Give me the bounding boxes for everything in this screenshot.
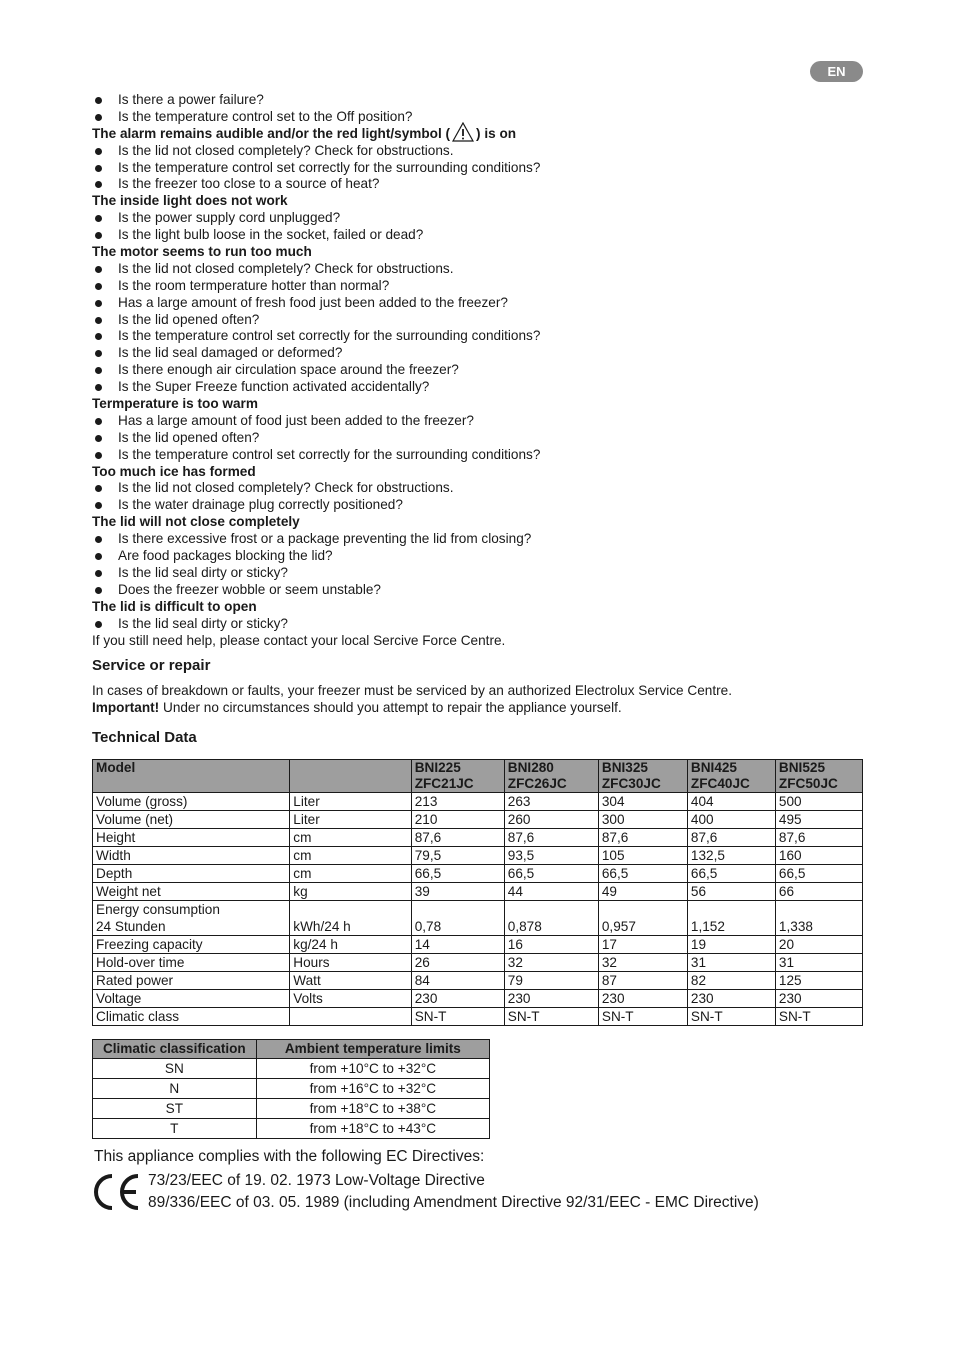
table-header-row: [93, 760, 863, 793]
list-item: Is the temperature control set correctly for the surrounding conditions?: [92, 328, 872, 345]
table-cell: 304: [598, 793, 687, 811]
table-cell: kWh/24 h: [290, 901, 411, 936]
table-cell: 16: [504, 936, 598, 954]
list-item: Has a large amount of food just been added to the freezer?: [92, 413, 872, 430]
table-cell: Volume (gross): [93, 793, 290, 811]
table-cell: 49: [598, 883, 687, 901]
table-cell: 1,338: [775, 901, 862, 936]
list-item: Is there excessive frost or a package preventing the lid from closing?: [92, 531, 872, 548]
table-row: [93, 936, 863, 954]
list-item: Does the freezer wobble or seem unstable?: [92, 582, 872, 599]
list-item: Are food packages blocking the lid?: [92, 548, 872, 565]
table-cell: SN-T: [687, 1008, 775, 1026]
table-cell: ST: [93, 1099, 257, 1119]
table-cell: 32: [504, 954, 598, 972]
list-item: Is the water drainage plug correctly positioned?: [92, 497, 872, 514]
table-cell: 84: [411, 972, 504, 990]
list-item: Is there a power failure?: [92, 92, 872, 109]
table-row: [93, 829, 863, 847]
list-item: Is the lid not closed completely? Check for obstructions.: [92, 143, 872, 160]
table-cell: 20: [775, 936, 862, 954]
table-cell: SN: [93, 1059, 257, 1079]
troubleshooting-heading: The motor seems to run too much: [92, 244, 312, 260]
column-header: Model: [93, 760, 290, 793]
list-item: Is the temperature control set correctly for the surrounding conditions?: [92, 160, 872, 177]
table-cell: 0,957: [598, 901, 687, 936]
table-cell: 66,5: [598, 865, 687, 883]
important-text: Under no circumstances should you attempt to repair the appliance yourself.: [159, 700, 622, 715]
table-cell: 79: [504, 972, 598, 990]
table-cell: 87,6: [504, 829, 598, 847]
table-cell: 79,5: [411, 847, 504, 865]
column-header: BNI525 ZFC50JC: [775, 760, 862, 793]
table-cell: 66: [775, 883, 862, 901]
important-note: [92, 699, 622, 716]
column-header: Climatic classification: [93, 1040, 257, 1059]
list-item: Is the room termperature hotter than normal?: [92, 278, 872, 295]
list-item: Is the lid not closed completely? Check for obstructions.: [92, 261, 872, 278]
table-cell: 82: [687, 972, 775, 990]
table-cell: [290, 1008, 411, 1026]
column-header: [290, 760, 411, 793]
table-cell: 66,5: [411, 865, 504, 883]
heading-text: ) is on: [476, 125, 517, 141]
list-item: Is the lid opened often?: [92, 312, 872, 329]
list-item: Is the lid opened often?: [92, 430, 872, 447]
table-row: [93, 793, 863, 811]
table-cell: Freezing capacity: [93, 936, 290, 954]
table-cell: 17: [598, 936, 687, 954]
table-cell: 230: [598, 990, 687, 1008]
table-cell: Climatic class: [93, 1008, 290, 1026]
list-item: Is the lid seal dirty or sticky?: [92, 616, 872, 633]
service-paragraph: In cases of breakdown or faults, your freezer must be serviced by an authorized Electrolux Service Centre.: [92, 683, 732, 698]
column-header: BNI225 ZFC21JC: [411, 760, 504, 793]
table-cell: cm: [290, 865, 411, 883]
table-cell: 230: [504, 990, 598, 1008]
table-cell: Liter: [290, 793, 411, 811]
table-cell: 263: [504, 793, 598, 811]
table-row: [93, 990, 863, 1008]
important-label: Important!: [92, 700, 160, 715]
list-item: Is the temperature control set correctly for the surrounding conditions?: [92, 447, 872, 464]
directive-emc: 89/336/EEC of 03. 05. 1989 (including Amendment Directive 92/31/EEC - EMC Directive): [148, 1194, 759, 1211]
list-item: Is the lid seal damaged or deformed?: [92, 345, 872, 362]
table-cell: 160: [775, 847, 862, 865]
table-row: [93, 883, 863, 901]
table-cell: 495: [775, 811, 862, 829]
table-cell: from +18°C to +43°C: [256, 1119, 489, 1139]
table-cell: 105: [598, 847, 687, 865]
table-cell: 210: [411, 811, 504, 829]
table-row: [93, 811, 863, 829]
table-cell: 230: [775, 990, 862, 1008]
table-cell: T: [93, 1119, 257, 1139]
table-cell: SN-T: [411, 1008, 504, 1026]
table-cell: 56: [687, 883, 775, 901]
table-cell: 39: [411, 883, 504, 901]
table-row: [93, 1079, 490, 1099]
table-cell: 87,6: [411, 829, 504, 847]
table-row: [93, 954, 863, 972]
directive-low-voltage: 73/23/EEC of 19. 02. 1973 Low-Voltage Directive: [148, 1172, 485, 1189]
table-cell: 26: [411, 954, 504, 972]
table-cell: N: [93, 1079, 257, 1099]
list-item: Is the lid seal dirty or sticky?: [92, 565, 872, 582]
column-header: Ambient temperature limits: [256, 1040, 489, 1059]
technical-data-table: [92, 759, 863, 1026]
table-header-row: [93, 1040, 490, 1059]
table-cell: Width: [93, 847, 290, 865]
table-cell: SN-T: [598, 1008, 687, 1026]
list-item: Is the lid not closed completely? Check for obstructions.: [92, 480, 872, 497]
table-cell: from +18°C to +38°C: [256, 1099, 489, 1119]
table-row: [93, 865, 863, 883]
list-item: Is the temperature control set to the Off position?: [92, 109, 872, 126]
language-badge: EN: [810, 61, 863, 82]
table-cell: from +16°C to +32°C: [256, 1079, 489, 1099]
table-cell: 213: [411, 793, 504, 811]
heading-text: The alarm remains audible and/or the red light/symbol (: [92, 125, 451, 141]
table-cell: 44: [504, 883, 598, 901]
list-item: Is the light bulb loose in the socket, failed or dead?: [92, 227, 872, 244]
technical-title: Technical Data: [92, 729, 197, 746]
troubleshooting-heading: [92, 126, 872, 143]
table-row: [93, 1008, 863, 1026]
table-cell: Rated power: [93, 972, 290, 990]
table-cell: Volume (net): [93, 811, 290, 829]
table-cell: 1,152: [687, 901, 775, 936]
table-cell: 66,5: [504, 865, 598, 883]
troubleshooting-heading: Termperature is too warm: [92, 396, 258, 412]
table-cell: 404: [687, 793, 775, 811]
list-item: Is the freezer too close to a source of heat?: [92, 176, 872, 193]
table-cell: cm: [290, 829, 411, 847]
table-cell: 14: [411, 936, 504, 954]
table-cell: SN-T: [775, 1008, 862, 1026]
table-cell: from +10°C to +32°C: [256, 1059, 489, 1079]
troubleshooting-heading: Too much ice has formed: [92, 463, 256, 479]
table-cell: Energy consumption 24 Stunden: [93, 901, 290, 936]
table-cell: 87,6: [687, 829, 775, 847]
table-cell: kg: [290, 883, 411, 901]
column-header: BNI280 ZFC26JC: [504, 760, 598, 793]
table-cell: 87,6: [775, 829, 862, 847]
ec-intro: This appliance complies with the following EC Directives:: [94, 1148, 485, 1165]
table-cell: 87,6: [598, 829, 687, 847]
table-cell: SN-T: [504, 1008, 598, 1026]
table-cell: 19: [687, 936, 775, 954]
troubleshooting-heading: The lid will not close completely: [92, 514, 300, 530]
table-cell: 32: [598, 954, 687, 972]
table-cell: 260: [504, 811, 598, 829]
table-cell: 500: [775, 793, 862, 811]
table-cell: 230: [687, 990, 775, 1008]
column-header: BNI325 ZFC30JC: [598, 760, 687, 793]
table-row: [93, 901, 863, 936]
table-cell: 93,5: [504, 847, 598, 865]
troubleshooting-heading: The lid is difficult to open: [92, 598, 257, 614]
table-cell: 132,5: [687, 847, 775, 865]
table-cell: cm: [290, 847, 411, 865]
table-cell: kg/24 h: [290, 936, 411, 954]
table-row: [93, 847, 863, 865]
list-item: Has a large amount of fresh food just been added to the freezer?: [92, 295, 872, 312]
table-row: [93, 1059, 490, 1079]
table-row: [93, 1099, 490, 1119]
table-cell: Voltage: [93, 990, 290, 1008]
list-item: Is the Super Freeze function activated accidentally?: [92, 379, 872, 396]
table-cell: Liter: [290, 811, 411, 829]
table-cell: 31: [687, 954, 775, 972]
table-cell: Weight net: [93, 883, 290, 901]
table-cell: 66,5: [775, 865, 862, 883]
table-row: [93, 1119, 490, 1139]
column-header: BNI425 ZFC40JC: [687, 760, 775, 793]
troubleshooting-heading: The inside light does not work: [92, 193, 288, 209]
table-cell: 230: [411, 990, 504, 1008]
table-cell: 0,78: [411, 901, 504, 936]
table-cell: Hours: [290, 954, 411, 972]
table-cell: 300: [598, 811, 687, 829]
table-cell: 31: [775, 954, 862, 972]
table-cell: 87: [598, 972, 687, 990]
list-item: Is there enough air circulation space around the freezer?: [92, 362, 872, 379]
table-cell: 0,878: [504, 901, 598, 936]
table-cell: Watt: [290, 972, 411, 990]
table-cell: Height: [93, 829, 290, 847]
table-cell: 66,5: [687, 865, 775, 883]
table-cell: Hold-over time: [93, 954, 290, 972]
table-cell: Volts: [290, 990, 411, 1008]
table-cell: 400: [687, 811, 775, 829]
help-note: If you still need help, please contact your local Sercive Force Centre.: [92, 632, 506, 648]
ce-mark-icon: [92, 1172, 144, 1212]
list-item: Is the power supply cord unplugged?: [92, 210, 872, 227]
table-cell: 125: [775, 972, 862, 990]
climatic-class-table: [92, 1039, 490, 1139]
table-row: [93, 972, 863, 990]
table-cell: Depth: [93, 865, 290, 883]
troubleshooting-list: [92, 92, 872, 649]
service-title: Service or repair: [92, 657, 211, 674]
